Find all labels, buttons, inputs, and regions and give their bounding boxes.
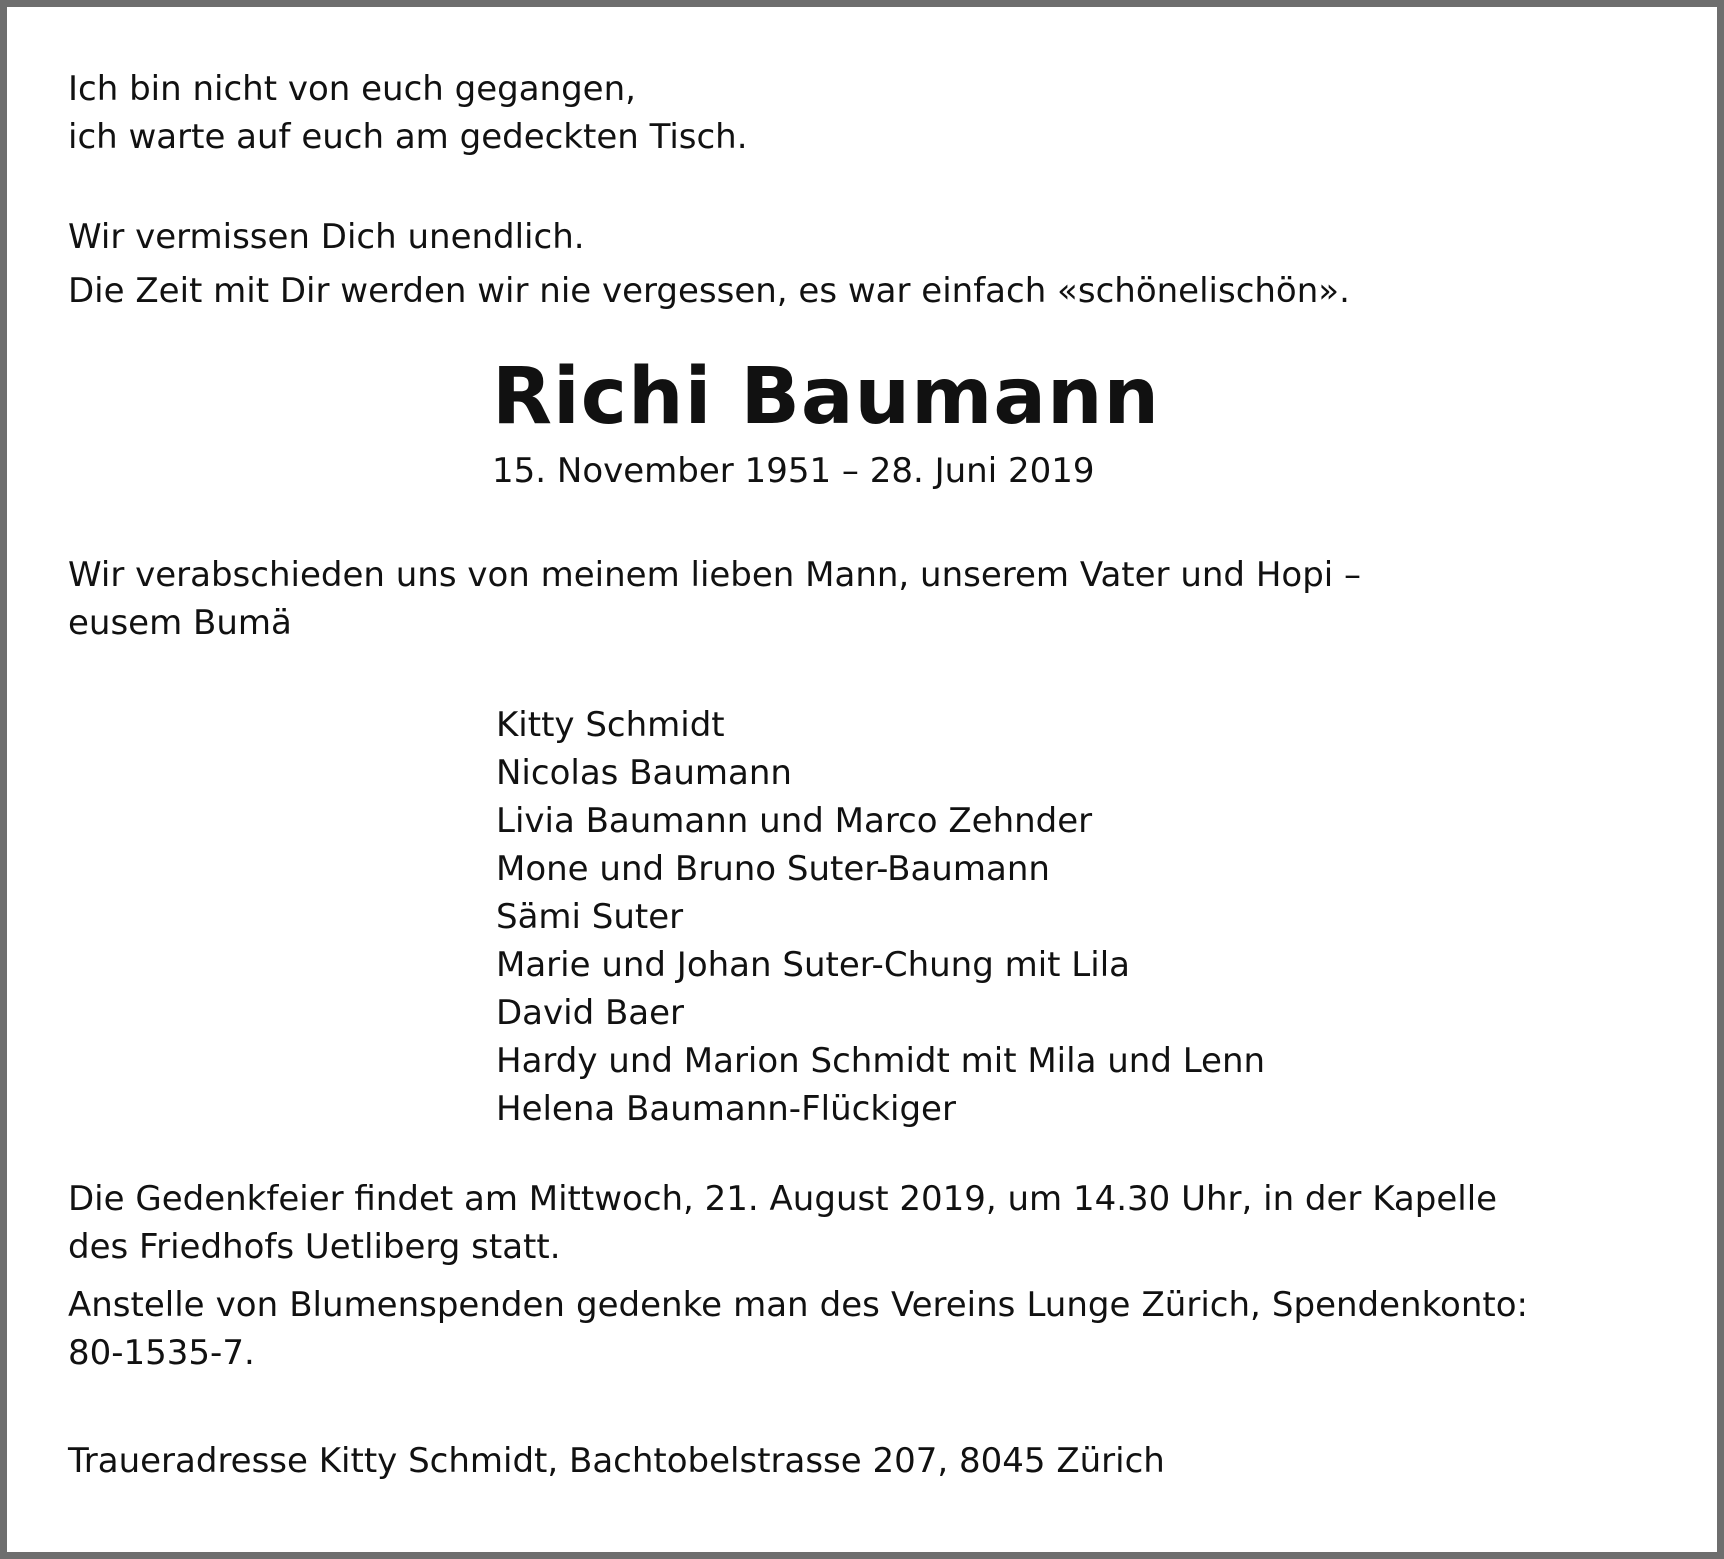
ceremony-info: Die Gedenkfeier findet am Mittwoch, 21. August 2019, um 14.30 Uhr, in der Kapelle des Friedhofs Uetliberg statt. — [68, 1179, 1498, 1267]
poem — [68, 65, 1528, 161]
missing-line-2: Die Zeit mit Dir werden wir nie vergessen, es war einfach «schönelischön». — [68, 271, 1350, 311]
signer: Livia Baumann und Marco Zehnder — [496, 801, 1093, 841]
signer: David Baer — [496, 993, 685, 1033]
signer: Marie und Johan Suter-Chung mit Lila — [496, 945, 1130, 985]
missing-line-1: Wir vermissen Dich unendlich. — [68, 217, 585, 257]
poem-line-1: Ich bin nicht von euch gegangen, — [68, 69, 636, 109]
signer: Mone und Bruno Suter-Baumann — [496, 849, 1050, 889]
farewell-line-2: eusem Bumä — [68, 603, 292, 643]
farewell-line-1: Wir verabschieden uns von meinem lieben Mann, unserem Vater und Hopi – — [68, 555, 1362, 595]
signers-list — [68, 701, 1528, 1133]
life-dates: 15. November 1951 – 28. Juni 2019 — [492, 451, 1095, 491]
deceased-name: Richi Baumann — [492, 352, 1161, 442]
poem-line-2: ich warte auf euch am gedeckten Tisch. — [68, 117, 748, 157]
title-block — [68, 351, 1528, 495]
signer: Hardy und Marion Schmidt mit Mila und Lenn — [496, 1041, 1266, 1081]
notice-content — [68, 65, 1528, 1485]
signer: Nicolas Baumann — [496, 753, 792, 793]
signer: Helena Baumann-Flückiger — [496, 1089, 956, 1129]
mourning-address: Traueradresse Kitty Schmidt, Bachtobelstrasse 207, 8045 Zürich — [68, 1441, 1165, 1481]
farewell-message — [68, 551, 1528, 647]
signer: Sämi Suter — [496, 897, 684, 937]
signer: Kitty Schmidt — [496, 705, 725, 745]
donation-info: Anstelle von Blumenspenden gedenke man des Vereins Lunge Zürich, Spendenkonto: 80-1535-7. — [68, 1285, 1528, 1373]
missing-message — [68, 213, 1528, 315]
